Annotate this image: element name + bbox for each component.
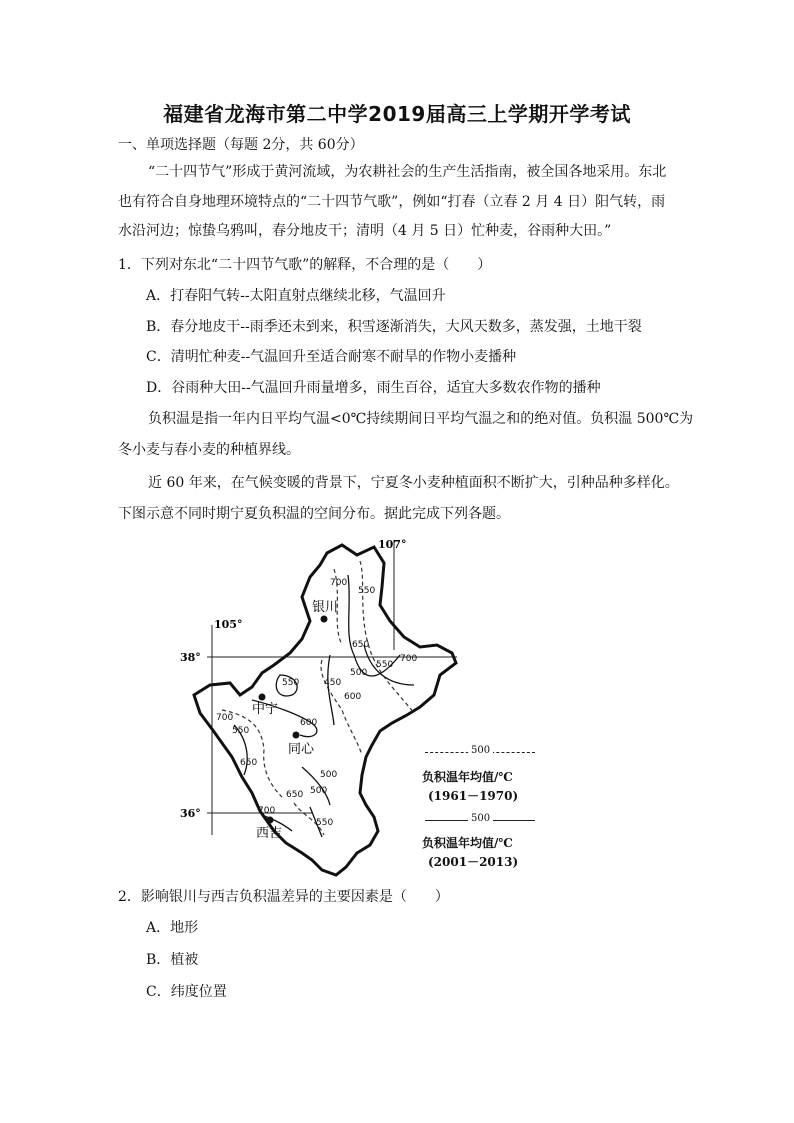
city-dot-xiji	[267, 817, 274, 824]
legend-value-solid: 500	[468, 813, 493, 824]
question-1-option-d: D．谷雨种大田--气温回升雨量增多，雨生百谷，适宜大多数农作物的播种	[146, 380, 601, 396]
city-label-tongxin: 同心	[288, 742, 315, 757]
isoline-label: 650	[286, 790, 304, 800]
question-1-option-a: A．打春阳气转--太阳直射点继续北移，气温回升	[146, 288, 446, 304]
isoline-label: 700	[400, 654, 418, 664]
isoline-label: 550	[358, 586, 376, 596]
isoline-label: 550	[232, 726, 250, 736]
isoline-label: 700	[258, 806, 276, 816]
isoline-label: 450	[324, 678, 342, 688]
legend-period-1: (1961－1970)	[428, 789, 519, 803]
legend-value-dashed: 500	[468, 745, 493, 756]
paragraph-3-line-1: 近 60 年来，在气候变暖的背景下，宁夏冬小麦种植面积不断扩大，引种品种多样化。	[148, 475, 679, 491]
question-1-stem: 1．下列对东北“二十四节气歌”的解释，不合理的是（ ）	[118, 257, 492, 273]
intro-line-1: “二十四节气”形成于黄河流域，为农耕社会的生产生活指南，被全国各地采用。东北	[148, 164, 667, 180]
city-label-zhongning: 中宁	[252, 702, 279, 717]
legend-title-1: 负积温年均值/℃	[422, 770, 513, 784]
isoline-450-central	[328, 655, 334, 725]
section-heading: 一、单项选择题（每题 2分，共 60分）	[118, 137, 364, 153]
isoline-label: 600	[300, 718, 318, 728]
isoline-label: 600	[344, 692, 362, 702]
question-2-option-c: C．纬度位置	[146, 984, 227, 1000]
intro-line-3: 水沿河边；惊蛰乌鸦叫，春分地皮干；清明（4 月 5 日）忙种麦，谷雨种大田。”	[118, 223, 612, 239]
isoline-label: 700	[216, 713, 234, 723]
page-title: 福建省龙海市第二中学2019届高三上学期开学考试	[163, 102, 631, 126]
question-1-option-c: C．清明忙种麦--气温回升至适合耐寒不耐旱的作物小麦播种	[146, 349, 517, 365]
city-label-yinchuan: 银川	[312, 600, 339, 615]
paragraph-2-line-1: 负积温是指一年内日平均气温<0℃持续期间日平均气温之和的绝对值。负积温 500℃为	[148, 411, 694, 427]
question-2-option-a: A．地形	[146, 920, 199, 936]
city-label-xiji: 西吉	[256, 826, 283, 841]
lon-label-105: 105°	[214, 618, 243, 631]
legend-period-2: (2001－2013)	[428, 855, 519, 869]
isoline-label: 650	[352, 640, 370, 650]
isoline-label: 550	[316, 818, 334, 828]
isoline-label: 550	[376, 660, 394, 670]
legend-title-2: 负积温年均值/℃	[422, 836, 513, 850]
isoline-label: 700	[330, 578, 348, 588]
lat-label-38: 38°	[180, 651, 201, 664]
ningxia-map-figure	[152, 535, 547, 880]
isoline-label: 500	[320, 770, 338, 780]
paragraph-3-line-2: 下图示意不同时期宁夏负积温的空间分布。据此完成下列各题。	[118, 506, 510, 522]
lat-label-36: 36°	[180, 807, 201, 820]
paragraph-2-line-2: 冬小麦与春小麦的种植界线。	[118, 442, 300, 458]
intro-line-2: 也有符合自身地理环境特点的“二十四节气歌”，例如“打春（立春 2 月 4 日）阳气转，雨	[118, 194, 666, 210]
question-2-option-b: B．植被	[146, 952, 199, 968]
lon-label-107: 107°	[378, 538, 407, 551]
city-dot-yinchuan	[321, 616, 328, 623]
isoline-label: 500	[310, 786, 328, 796]
isoline-label: 650	[240, 758, 258, 768]
isoline-label: 500	[350, 668, 368, 678]
map-svg	[152, 535, 547, 880]
city-dot-tongxin	[293, 732, 300, 739]
question-1-option-b: B．春分地皮干--雨季还未到来，积雪逐渐消失，大风天数多，蒸发强，土地干裂	[146, 319, 642, 335]
city-dot-zhongning	[259, 694, 266, 701]
question-2-stem: 2．影响银川与西吉负积温差异的主要因素是（ ）	[118, 889, 449, 905]
isoline-label: 550	[282, 678, 300, 688]
